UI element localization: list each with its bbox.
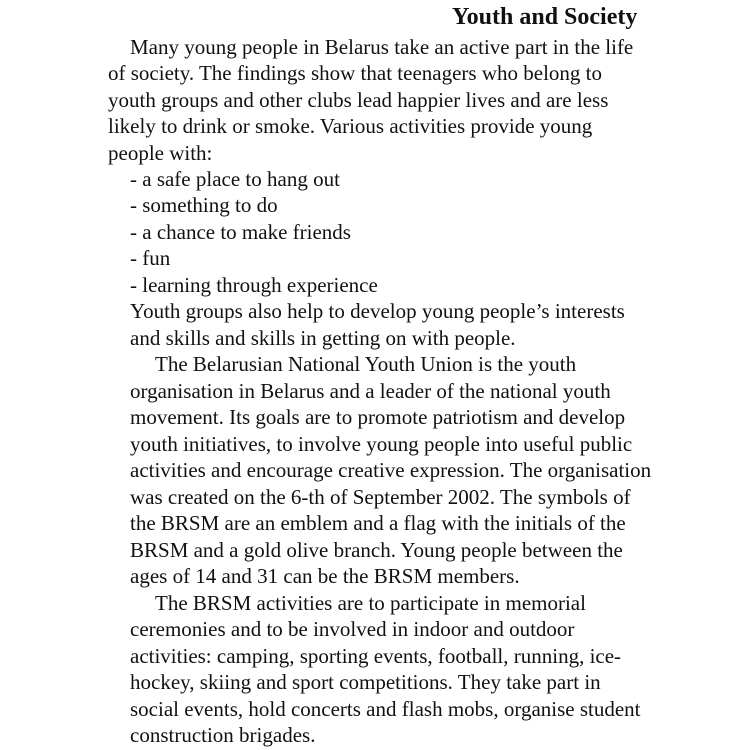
text-line: activities and encourage creative expression. The organisation	[130, 458, 652, 482]
text-line: BRSM and a gold olive branch. Young people between the	[130, 538, 623, 562]
list-item: - fun	[130, 246, 171, 270]
text-line: ceremonies and to be involved in indoor and outdoor	[130, 617, 575, 641]
text-line: youth initiatives, to involve young people into useful public	[130, 432, 633, 456]
text-line: movement. Its goals are to promote patriotism and develop	[130, 405, 626, 429]
text-line: The Belarusian National Youth Union is the youth	[155, 352, 577, 376]
text-line: people with:	[108, 141, 213, 165]
text-line: and skills and skills in getting on with people.	[130, 326, 516, 350]
text-line: construction brigades.	[130, 723, 316, 747]
text-line: ages of 14 and 31 can be the BRSM members.	[130, 564, 520, 588]
text-line: the BRSM are an emblem and a flag with the initials of the	[130, 511, 626, 535]
text-line: Youth groups also help to develop young people’s interests	[130, 299, 625, 323]
text-line: Many young people in Belarus take an active part in the life	[130, 35, 634, 59]
text-line: youth groups and other clubs lead happier lives and are less	[108, 88, 609, 112]
text-line: activities: camping, sporting events, football, running, ice-	[130, 644, 622, 668]
text-line: hockey, skiing and sport competitions. They take part in	[130, 670, 601, 694]
text-line: social events, hold concerts and flash mobs, organise student	[130, 697, 641, 721]
list-item: - something to do	[130, 193, 278, 217]
page-title: Youth and Society	[452, 4, 638, 30]
list-item: - a safe place to hang out	[130, 167, 340, 191]
list-item: - learning through experience	[130, 273, 378, 297]
text-line: likely to drink or smoke. Various activities provide young	[108, 114, 593, 138]
text-line: of society. The findings show that teenagers who belong to	[108, 61, 602, 85]
list-item: - a chance to make friends	[130, 220, 351, 244]
text-line: The BRSM activities are to participate in memorial	[155, 591, 586, 615]
text-line: was created on the 6-th of September 2002. The symbols of	[130, 485, 631, 509]
text-line: organisation in Belarus and a leader of the national youth	[130, 379, 611, 403]
